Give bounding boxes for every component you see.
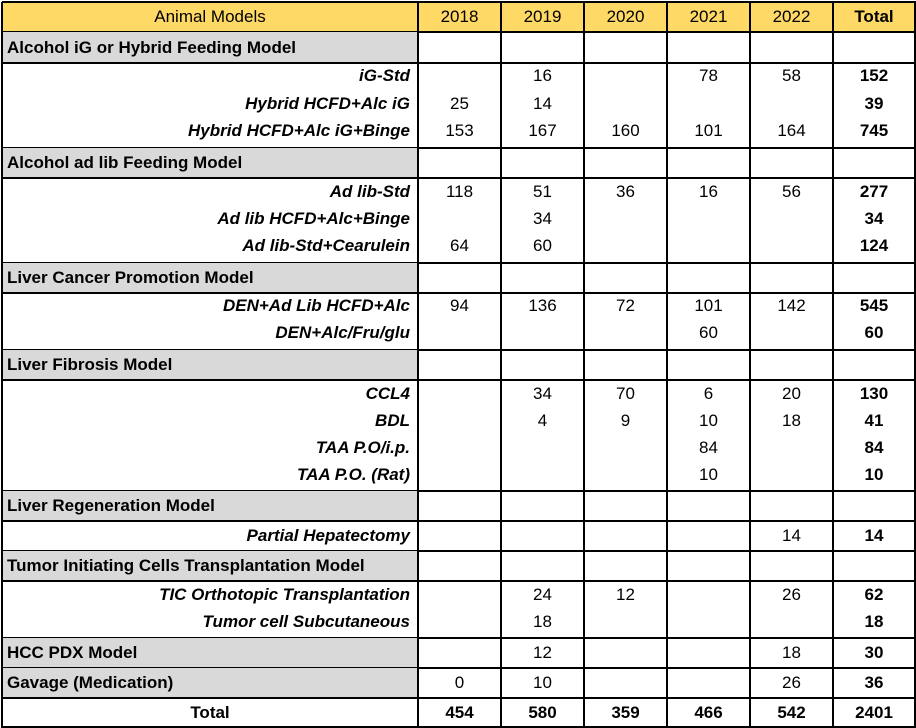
table-cell: 0 — [454, 673, 465, 692]
table-cell: 70 — [616, 384, 635, 403]
row-total: 745 — [859, 121, 889, 140]
row-label: DEN+Alc/Fru/glu — [275, 323, 410, 342]
header-col-2019: 2019 — [501, 2, 584, 32]
table-rule — [2, 1, 916, 3]
table-cell: 72 — [616, 296, 635, 315]
table-cell: 56 — [782, 182, 801, 201]
row-total: 34 — [864, 209, 884, 228]
table-cell: 60 — [533, 236, 552, 255]
table-cell: 34 — [533, 209, 552, 228]
table-cell: 14 — [533, 94, 552, 113]
row-label: Tumor cell Subcutaneous — [202, 612, 410, 631]
table-rule — [1, 2, 3, 728]
row-total: 62 — [864, 585, 884, 604]
row-label: Ad lib-Std+Cearulein — [242, 236, 410, 255]
table-cell: 4 — [537, 411, 548, 430]
table-cell: 20 — [782, 384, 801, 403]
row-label: TAA P.O. (Rat) — [296, 465, 410, 484]
row-label: Partial Hepatectomy — [246, 526, 410, 545]
table-cell: 26 — [782, 585, 801, 604]
table-rule — [749, 2, 751, 728]
table-cell: 118 — [445, 182, 474, 201]
total-cell: 454 — [445, 702, 474, 722]
table-cell: 51 — [533, 182, 552, 201]
table-rule — [583, 2, 585, 728]
table-cell: 16 — [699, 182, 718, 201]
total-cell: 542 — [777, 702, 806, 722]
table-cell: 6 — [703, 384, 714, 403]
table-cell: 153 — [445, 121, 474, 140]
row-label: TIC Orthotopic Transplantation — [159, 585, 410, 604]
table-rule — [417, 2, 419, 728]
row-total: 60 — [864, 323, 884, 342]
section-title: Alcohol iG or Hybrid Feeding Model — [2, 32, 418, 63]
row-label: TAA P.O/i.p. — [315, 438, 410, 457]
row-label: DEN+Ad Lib HCFD+Alc — [222, 296, 410, 315]
row-total: 41 — [864, 411, 884, 430]
table-cell: 58 — [782, 66, 801, 85]
table-cell: 84 — [699, 438, 718, 457]
table-cell: 64 — [450, 236, 469, 255]
table-cell: 101 — [694, 296, 723, 315]
header-col-2022: 2022 — [750, 2, 833, 32]
table-cell: 24 — [533, 585, 552, 604]
row-total: 14 — [864, 526, 884, 545]
table-cell: 14 — [782, 526, 801, 545]
table-cell: 60 — [699, 323, 718, 342]
table-rule — [500, 2, 502, 728]
row-label: Ad lib-Std — [329, 182, 410, 201]
table-cell: 18 — [533, 612, 552, 631]
row-total: 130 — [859, 384, 889, 403]
table-cell: 101 — [694, 121, 723, 140]
header-col-2020: 2020 — [584, 2, 667, 32]
table-cell: 12 — [533, 643, 552, 662]
row-label: CCL4 — [365, 384, 410, 403]
row-label: BDL — [375, 411, 410, 430]
section-title: Alcohol ad lib Feeding Model — [2, 148, 418, 178]
table-cell: 9 — [620, 411, 631, 430]
row-total: 84 — [864, 438, 884, 457]
grand-total: 2401 — [855, 702, 893, 722]
row-total: 152 — [859, 66, 889, 85]
row-label: Ad lib HCFD+Alc+Binge — [217, 209, 410, 228]
table-cell: 25 — [450, 94, 469, 113]
header-col-2021: 2021 — [667, 2, 750, 32]
table-cell: 78 — [699, 66, 718, 85]
table-rule — [666, 2, 668, 728]
row-label: Hybrid HCFD+Alc iG — [245, 94, 410, 113]
section-title: Liver Regeneration Model — [2, 491, 418, 521]
total-cell: 359 — [611, 702, 640, 722]
row-total: 18 — [864, 612, 884, 631]
header-col-total: Total — [833, 2, 915, 32]
section-title: Tumor Initiating Cells Transplantation Model — [2, 551, 418, 581]
table-cell: 16 — [533, 66, 552, 85]
table-cell: 10 — [533, 673, 552, 692]
row-total: 277 — [859, 182, 889, 201]
table-cell: 10 — [699, 411, 718, 430]
table-cell: 136 — [528, 296, 557, 315]
table-cell: 26 — [782, 673, 801, 692]
table-cell: 164 — [777, 121, 806, 140]
section-title: Liver Fibrosis Model — [2, 350, 418, 380]
total-cell: 466 — [694, 702, 723, 722]
row-total: 30 — [864, 643, 884, 662]
row-total: 124 — [859, 236, 889, 255]
row-label: iG-Std — [359, 66, 410, 85]
total-row-label: Total — [190, 702, 230, 722]
table-rule — [2, 520, 916, 522]
table-cell: 12 — [616, 585, 635, 604]
row-total: 39 — [864, 94, 884, 113]
table-cell: 160 — [611, 121, 640, 140]
row-total: 36 — [864, 673, 884, 692]
section-title: Gavage (Medication) — [2, 668, 418, 698]
table-cell: 94 — [450, 296, 469, 315]
section-title: Liver Cancer Promotion Model — [2, 263, 418, 293]
header-col-2018: 2018 — [418, 2, 501, 32]
section-title: HCC PDX Model — [2, 638, 418, 668]
table-cell: 36 — [616, 182, 635, 201]
row-total: 10 — [864, 465, 884, 484]
table-cell: 167 — [528, 121, 557, 140]
row-label: Hybrid HCFD+Alc iG+Binge — [188, 121, 410, 140]
table-cell: 18 — [782, 411, 801, 430]
row-total: 545 — [859, 296, 889, 315]
table-cell: 10 — [699, 465, 718, 484]
total-cell: 580 — [528, 702, 557, 722]
header-animal-models: Animal Models — [2, 2, 418, 32]
table-rule — [832, 2, 834, 728]
table-cell: 142 — [777, 296, 806, 315]
table-cell: 34 — [533, 384, 552, 403]
table-cell: 18 — [782, 643, 801, 662]
